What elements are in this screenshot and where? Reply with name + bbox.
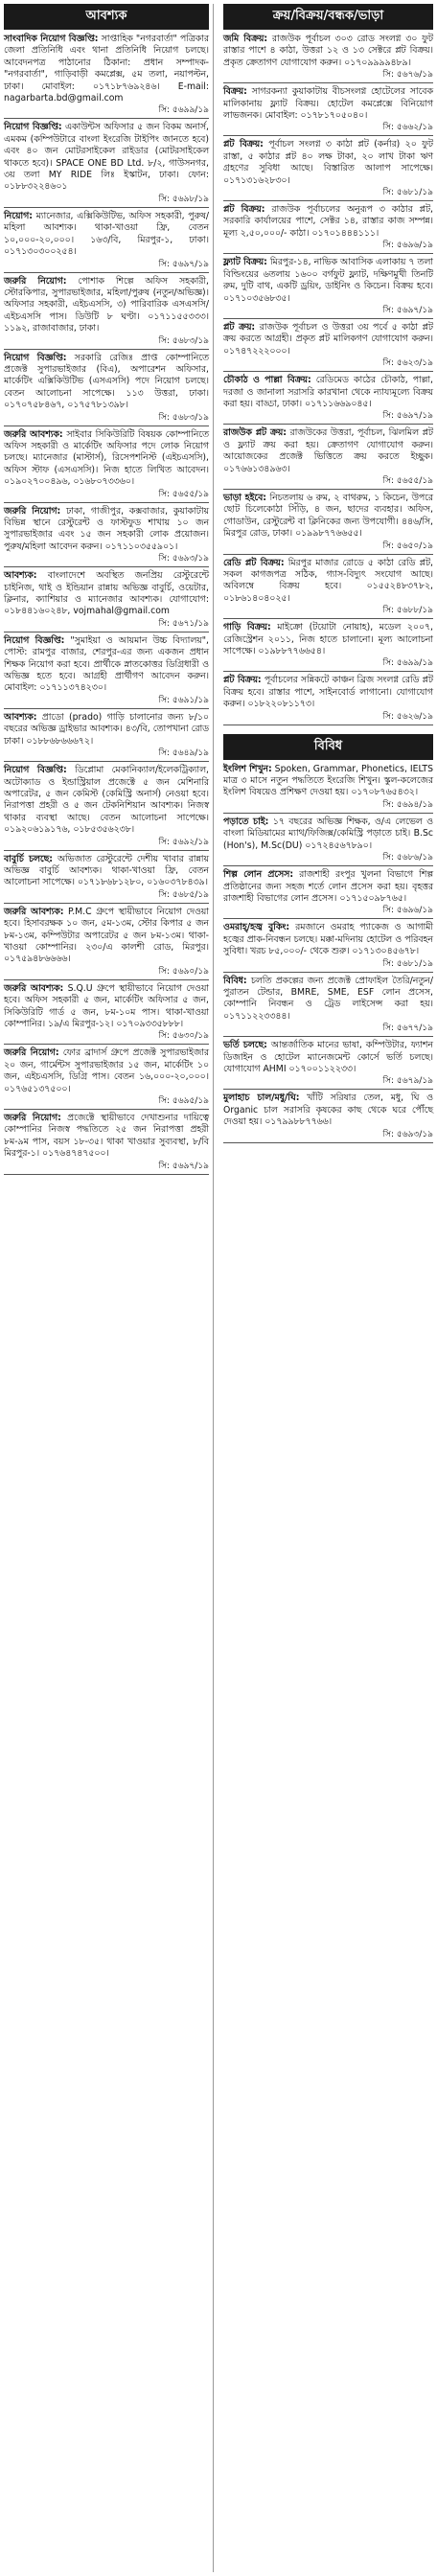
ad-body: রাজউক পূর্বাচল ৩০৩ রোড সংলগ্ন ৩০ ফুট রাস্তার পাশে ৪ কাঠা, উত্তরা ১২ ও ১৩ সেক্টরে প্লট বিক্রয়। প্রকৃত ক্রেতাগণ যোগাযোগ করুন। ০১৭০৯৯৯৯৪৮৯। [223, 34, 433, 68]
ad-lead: রাজউক প্লট ক্রয়: [223, 427, 287, 439]
ad-body: সাগরকন্যা কুয়াকাটায় বীচসংলগ্ন হোটেলের সাবেক মালিকানায় ফ্ল্যাট বিক্রয়। হোটেল কমপ্লেক্সে বিনিয়োগ লাভজনক। মোবাইল: ০১৭৮১৭০৫০৪০। [223, 86, 433, 122]
ad-code: সি: ৫৬৪৯/১৯ [158, 748, 209, 759]
ad-body: Spoken, Grammar, Phonetics, IELTS মাত্র ৩ মাসে নতুন পদ্ধতিতে ইংরেজি শিখুন। স্কুল-কলেজের ইংলিশ বিষয়েও প্রশিক্ষণ দেওয়া হয়। ০১৭০৮৭৬৫৪৩২। [223, 763, 433, 798]
ad-body: ঢাকা, গাজীপুর, কক্সবাজার, কুয়াকাটায় বিভিন্ন স্থানে রেস্টুরেন্ট ও ফাস্টফুড শাখায় ১০ জন সুপারভাইজার এবং ১৫ জন সহকারী লোক প্রয়োজন। পুরুষ/মহিলা আবেদন করুন। ০১৭১১০৩৫৫৯০১। [4, 505, 209, 552]
classified-ad [4, 635, 209, 709]
ad-body: রাজউকের উত্তরা, পূর্বাচল, ঝিলমিল প্লট ও ফ্ল্যাট ক্রয় করা হয়। ক্রেতাগণ যোগাযোগ করুন। আয়োজকের প্রজেক্ট ভিত্তিতে ক্রয় করতে ইচ্ছুক। ০১৭৬৬১৩৪৯৬৩। [223, 427, 433, 474]
ad-lead: নিয়োগ বিজ্ঞপ্তি: [4, 122, 62, 133]
ad-lead: নিয়োগ: [4, 210, 33, 221]
ad-body: ১৭ বছরের অভিজ্ঞ শিক্ষক, ও/এ লেভেল ও বাংলা মিডিয়ামের ম্যাথ/ফিজিক্স/কেমিস্ট্রি পড়াতে চাই। B.Sc (Hon's), M.Sc(DU) ০১৭২৪৫৬৭৮৯০। [223, 816, 433, 851]
ad-lead: জমি বিক্রয়: [223, 34, 268, 44]
ad-lead: ভাড়া হইবে: [223, 492, 267, 503]
ad-lead: জরুরি নিয়োগ: [4, 1113, 61, 1124]
ad-body: ফোর ব্রাদার্স গ্রুপে প্রজেক্ট সুপারভাইজার ২০ জন, গার্মেন্টস সুপারভাইজার ১৫ জন, মার্কেটিং ১০ জন, এইচএসসি, ডিগ্রি পাস। বেতন ১৬,০০০-২০,০০০। ০১৭৬৫১৩৭৫০০। [4, 1047, 209, 1094]
ad-lead: জরুরি নিয়োগ: [4, 505, 61, 517]
classified-ad [4, 907, 209, 980]
ad-code: সি: ৫৬৯৭/১৯ [382, 305, 433, 315]
bibidh-ads-list [223, 764, 433, 1146]
classified-ad [223, 86, 433, 136]
classified-ad [223, 1092, 433, 1142]
ad-lead: বিবিধ: [223, 975, 247, 986]
ad-code: সি: ৫৬৮৬/১৯ [382, 853, 433, 863]
classified-ad [4, 854, 209, 904]
ad-body: চলতি প্রকল্পের জন্য প্রজেক্ট প্রোফাইল তৈরি/নতুন/পুরাতন টেন্ডার, BMRE, SME, ESF লোন প্রসেস, কোম্পানি নিবন্ধন ও ট্রেড লাইসেন্স করা হয়। ০১৭১১২২৩৩৪৪। [223, 975, 433, 1022]
ad-lead: প্লট বিক্রয়: [223, 204, 265, 216]
ad-lead: জরুরি আবশ্যক: [4, 982, 64, 994]
ad-code: সি: ৫৬৫০/১৯ [382, 540, 433, 551]
ad-lead: বিক্রয়: [223, 86, 247, 98]
ad-code: সি: ৫৬৭১/১৯ [158, 618, 209, 629]
classified-ad [223, 1040, 433, 1090]
ad-body: S.Q.U গ্রুপে স্থায়ীভাবে নিয়োগ দেওয়া হবে। অফিস সহকারী ৫ জন, মার্কেটিং অফিসার ৫ জন, সিকিউরিটি গার্ড ৫ জন, ৮ম-১০ম পাস। থাকা-খাওয়া কোম্পানির। ১৯/এ মিরপুর-১২। ০১৭০৯৩৩৫৮৮৮। [4, 982, 209, 1029]
ad-body: পোশাক শিল্পে অফিস সহকারী, স্টোরকিপার, সুপারভাইজার, মহিলা/পুরুষ (নতুন/অভিজ্ঞ)। অফিসার সহকারী, এইচএসসি, ৩) পারিবারিক এসএসসি/এইচএসসি পাস। ডিউটি ৮ ঘণ্টা। ০১৭১১৫৫৩৩৩। ১১৯২, রাজাবাজার, ঢাকা। [4, 275, 209, 334]
classified-ad [223, 34, 433, 83]
right-column [223, 4, 433, 2572]
ad-code: সি: ৫৬৮৮/১৯ [382, 606, 433, 616]
ad-lead: জরুরি আবশ্যক: [4, 906, 64, 917]
ad-body: রাজউক পূর্বাচল ও উত্তরা ৩য় পর্বে ৫ কাঠা প্লট ক্রয় করতে আগ্রহী। প্রকৃত প্লট মালিকগণ যোগাযোগ করুন। ০১৭৪৭২২২০০০। [223, 321, 433, 356]
ad-lead: জরুরি নিয়োগ: [4, 275, 67, 287]
ad-lead: শিল্প লোন প্রসেস: [223, 869, 294, 881]
ad-body: মাইক্রো (টয়োটা নোয়াহ), মডেল ২০০৭, রেজিস্ট্রেশন ২০১১, নিজ হাতে চালানো। মূল্য আলোচনা সাপেক্ষে। ০১৯৮৮৭৭৬৬৫৪। [223, 622, 433, 657]
ad-code: সি: ৫৬৯৪/১৯ [382, 799, 433, 810]
ad-body: সাইবার সিকিউরিটি বিষয়ক কোম্পানিতে অফিস সহকারী ও মার্কেটিং অফিসার পদে লোক নিয়োগ চলছে। ম্যানেজার (মাস্টার্স), রিসেপশনিস্ট (এইচএসসি), অফিস স্টাফ (এসএসসি)। নিজ হাতে লিখিত আবেদন। ০১৯০২৭০০৪৯৬, ০১৬৮০৭৩৩৬০। [4, 428, 209, 488]
ad-body: রমজানে ওমরাহ প্যাকেজ ও আগামী হজ্বের প্রাক-নিবন্ধন চলছে। মক্কা-মদিনায় হোটেল ও পরিবহন সুবিধা। খরচ ৮৫,০০০/- থেকে শুরু। ০১৭১৩০৪৫৬৭৮। [223, 922, 433, 957]
ad-body: P.M.C গ্রুপে স্থায়ীভাবে নিয়োগ দেওয়া হবে। হিসাবরক্ষক ১০ জন, ৫ম-১৩ম, স্টোর কিপার ৫ জন ৮ম-১৩ম, কম্পিউটার অপারেটর ৫ জন ৮ম-১৩ম। থাকা-খাওয়া কোম্পানির। ২৩০/এ কালশী রোড, মিরপুর। ০১৭৫৯৪৮৬৬৬৬। [4, 906, 209, 965]
classified-ad [223, 976, 433, 1038]
classified-ad [223, 139, 433, 201]
ad-code: সি: ৫৬৭৯/১৯ [382, 1076, 433, 1087]
ad-lead: বাবুর্চি চলছে: [4, 853, 53, 864]
ad-body: প্রজেক্টে স্থায়ীভাবে দেখাশুনার দায়িত্বে কোম্পানির নিজস্ব পদ্ধতিতে ২৫ জন নিরাপত্তা প্রহরী ৮ম-৯ম পাস, বয়স ১৮-৩৫। থাকা খাওয়ার সুব্যবস্থা, ৮/বি মিরপুর-১। ০১৭৬৪৭৪৭৫০০। [4, 1113, 209, 1160]
ad-code: সি: ৫৬৭৬/১৯ [382, 70, 433, 80]
classified-ad [4, 353, 209, 426]
ad-code: সি: ৫৬৯৭/১৯ [158, 259, 209, 269]
classified-ad [4, 506, 209, 568]
ad-body: বাংলাদেশে অবস্থিত জনপ্রিয় রেস্টুরেন্টে চাইনিজ, থাই ও ইন্ডিয়ান রান্নায় অভিজ্ঞ বাবুর্চি, ওয়েটার, ক্লিনার, ক্যাশিয়ার ও ম্যানেজার আবশ্যক। যোগাযোগ: ০১৮৪৪১৬০২৪৮, vojmahal@gmail.com [4, 570, 209, 617]
ad-lead: নিয়োগ বিজ্ঞপ্তি: [4, 765, 67, 776]
ad-code: সি: ৫৬৯৫/১৯ [158, 1096, 209, 1107]
ad-code: সি: ৫৬৯২/১৯ [158, 837, 209, 847]
ad-code: সি: ৫৬৫৫/১৯ [158, 489, 209, 499]
classified-ad [4, 1113, 209, 1175]
ad-body: রাজউক পূর্বাচলের অনুরূপ ৩ কাঠার প্লট, সরকারি কার্যালয়ের পাশে, সেক্টর ১৪, রাস্তার কাজ সম্পন্ন। মূল্য ২,৫০,০০০/- কাঠা। ০১৭০১৪৪৪১১১। [223, 204, 433, 239]
classified-ad [4, 983, 209, 1046]
ad-code: সি: ৫৬৯৩/১৯ [158, 554, 209, 564]
ad-lead: ইংলিশ শিখুন: [223, 763, 272, 774]
classified-ad [223, 675, 433, 724]
ad-code: সি: ৫৬৯৮/১৯ [158, 194, 209, 204]
ad-lead: প্লট বিক্রয়: [223, 139, 264, 150]
ad-code: সি: ৫৬২৩/১৯ [382, 358, 433, 369]
ad-lead: পড়াতে চাই: [223, 816, 269, 827]
ad-body: আন্তর্জাতিক মানের ভাষা, কম্পিউটার, ফ্যাশন ডিজাইন ও হোটেল ম্যানেজমেন্ট কোর্সে ভর্তি চলছে। যোগাযোগ AHMI ০১৭০০১১২২৩৩। [223, 1040, 433, 1074]
ad-lead: নিয়োগ বিজ্ঞপ্তি: [4, 352, 67, 363]
ad-lead: চৌকাঠ ও পাল্লা বিক্রয়: [223, 375, 311, 386]
classified-ad [4, 122, 209, 207]
classified-ad [223, 869, 433, 919]
ad-body: সাপ্তাহিক "নগরবার্তা" পত্রিকার জেলা প্রতিনিধি এবং থানা প্রতিনিধি নিয়োগ চলছে। আবেদনপত্র পাঠানোর ঠিকানা: প্রধান সম্পাদক-"নগরবার্তা", গাড়িবাড়ী কমপ্লেক্স, ৫ম তলা, নয়াপল্টন, ঢাকা। মোবাইল: ০১৭১৮৭৬৯২৪৬। E-mail: nagarbarta.bd@gmail.com [4, 34, 209, 104]
ad-code: সি: ৫৬৬২/১৯ [382, 123, 433, 133]
classified-ad [4, 276, 209, 350]
ad-body: রাজশাহী রংপুর খুলনা বিভাগে শিল্প প্রতিষ্ঠানের জন্য সহজ শর্তে লোন প্রসেস করা হয়। বৃহত্তর রাজশাহী বিভাগের লোন প্রসেস। ০১৭১৫০৯৮৭৬৫। [223, 869, 433, 904]
classified-ad [223, 816, 433, 866]
classified-ad [223, 558, 433, 620]
ad-code: সি: ৫৬৮১/১৯ [382, 188, 433, 198]
classified-ad [4, 429, 209, 503]
classified-ad [4, 34, 209, 119]
classified-ad [223, 922, 433, 972]
ad-code: সি: ৫৬২৬/১৯ [382, 711, 433, 722]
ad-lead: প্লট বিক্রয়: [223, 675, 262, 686]
ad-code: সি: ৫৬৮১/১৯ [382, 958, 433, 969]
ad-body: পূর্বাচল সংলগ্ন ৩ কাঠা প্লট (কর্নার) ২০ ফুট রাস্তা, ৫ কাঠার প্লট ৪০ লক্ষ টাকা, ২০ লাখ টাকা ঋণ গ্রহণের সুবিধা আছে। বিস্তারিত আলাপ সাপেক্ষে। ০১৭১৩১৬২৮৩০। [223, 139, 433, 186]
ad-code: সি: ৫৬৯৭/১৯ [158, 1161, 209, 1171]
left-column [4, 4, 214, 2572]
section-heading-bibidh: বিবিধ [223, 734, 433, 760]
right-ads-list [223, 34, 433, 728]
ad-lead: গাড়ি বিক্রয়: [223, 622, 271, 633]
ad-lead: রেডি প্লট বিক্রয়: [223, 557, 285, 568]
ad-body: "সুমাইয়া ও আয়মান উচ্চ বিদ্যালয়", পোস্ট: রামপুর বাজার, শেরপুর-এর জন্য একজন প্রধান শিক্ষক নিয়োগ করা হবে। প্রার্থীকে স্নাতকোত্তর ডিগ্রিধারী ও অভিজ্ঞ হতে হবে। আগ্রহী প্রার্থীগণ আবেদন করুন। মোবাইল: ০১৭১১৩৭৪২৩০। [4, 634, 209, 694]
ad-lead: প্লট ক্রয়: [223, 321, 256, 333]
classified-ad [223, 375, 433, 425]
classified-ad [223, 322, 433, 372]
ad-lead: নিয়োগ বিজ্ঞপ্তি: [4, 634, 65, 646]
ad-code: সি: ৫৬৮৫/১৯ [158, 889, 209, 900]
classified-ad [4, 1047, 209, 1110]
classified-ad [223, 257, 433, 319]
ad-code: সি: ৫৬৯৯/১৯ [158, 105, 209, 116]
ad-body: একাউন্টস অফিসার ৫ জন বিকম অনার্স, এমকম (কম্পিউটারে বাংলা ইংরেজি টাইপিং জানতে হবে) এবং ৪০ জন মোটরসাইকেল রাইডার (মোটরসাইকেল থাকতে হবে)। SPACE ONE BD Ltd. ৮/২, গাউসনগর, ৩য় তলা MY RIDE লিঃ ইস্কাটন, ঢাকা। ফোন: ০১৮৮৩২২৪৬০১ [4, 122, 209, 193]
ad-lead: সাংবাদিক নিয়োগ বিজ্ঞপ্তি: [4, 34, 99, 44]
ad-body: প্রাডো (prado) গাড়ি চালানোর জন্য ৮/১০ বছরের অভিজ্ঞ ড্রাইভার আবশ্যক। ৪৩/বি, তোপখানা রোড ঢাকা। ০১৮৮৬৮৬৬৬৭২। [4, 711, 209, 747]
classified-ad [4, 712, 209, 762]
left-ads-list [4, 34, 209, 1178]
ad-body: রেডিমেড কাঠের চৌকাঠ, পাল্লা, দরজা ও জানালা সরাসরি কারখানা থেকে ন্যায্যমূল্যে বিক্রয় করা হয়। বাড্ডা, ঢাকা। ০১৭১১৬৬৯০৪৫। [223, 375, 433, 409]
ad-code: সি: ৫৬৯০/১৯ [158, 966, 209, 977]
classified-ad [223, 427, 433, 490]
ad-lead: মুলাহাচ চাল/মধু/ঘি: [223, 1092, 300, 1104]
ad-body: ম্যানেজার, এক্সিকিউটিভ, অফিস সহকারী, পুরুষ/মহিলা আবশ্যক। থাকা-খাওয়া ফ্রি, বেতন ১০,০০০-২০,০০০। ১৬৩/বি, মিরপুর-১, ঢাকা। ০১৭১৩০৩০০২৫৪। [4, 210, 209, 258]
classified-ad [4, 570, 209, 632]
ad-code: সি: ৫৬৮৩/১৯ [158, 335, 209, 346]
ad-code: সি: ৫৬৯১/১৯ [158, 695, 209, 705]
classified-ad [4, 211, 209, 273]
classified-ad [4, 765, 209, 850]
classified-ad [223, 764, 433, 814]
section-heading-kroy-bikroy: ক্রয়/বিক্রয়/বন্ধক/ভাড়া [223, 4, 433, 30]
ad-lead: আবশ্যক: [4, 570, 37, 582]
ad-body: খাঁটি সরিষার তেল, মধু, ঘি ও Organic চাল সরাসরি কৃষকের কাছ থেকে ঘরে পৌঁছে দেওয়া হয়। ০১৭৯৯৮৮৭৭৬৬। [223, 1092, 433, 1128]
ad-body: পূর্বাচলের সন্নিকটে কাঞ্চন ব্রিজ সংলগ্ন রেডি প্লট বিক্রয় হবে। রাস্তার পাশে, সাইনবোর্ড লাগানো। যোগাযোগ করুন। ০১৮২২০৮১১৭৩। [223, 675, 434, 710]
ad-body: ডিপ্লোমা মেকানিক্যাল/ইলেকট্রিক্যাল, অটোক্যাড ও ইন্ডাস্ট্রিয়াল প্রজেক্টে ৫ জন মেশিনারি অপারেটর, ৫ জন কেমিস্ট (কেমিস্ট্রি অনার্স) নেওয়া হবে। নিরাপত্তা প্রহরী ও ৫ জন টেকনিশিয়ান আবশ্যক। নিজস্ব থাকার ব্যবস্থা আছে। বেতন আলোচনা সাপেক্ষে। ০১৯২০৬১৯১৭৬, ০১৮৫৩৫৬২৩৮। [4, 765, 209, 836]
ad-lead: আবশ্যক: [4, 711, 37, 723]
ad-code: সি: ৫৬৯৩/১৯ [382, 1129, 433, 1139]
classified-ad [223, 204, 433, 254]
ad-code: সি: ৫৬৯৬/১৯ [382, 241, 433, 251]
ad-body: সরকারি রেজিঃ প্রাপ্ত কোম্পানিতে প্রজেক্ট সুপারভাইজার (বিএ), অপারেশন অফিসার, মার্কেটিং এক্সিকিউটিভ (এসএসসি) পদে নিয়োগ চলছে। বেতন আলোচনা সাপেক্ষে। ১১৩ উত্তরা, ঢাকা। ০১৭০৭৫৮৪৬৭, ০১৭৫৭৮১৩৯৮। [4, 352, 209, 411]
ad-code: সি: ৫৬৯৭/১৯ [382, 411, 433, 422]
section-heading-abosshok: আবশ্যক [4, 4, 209, 30]
ad-body: মিরপুর মাজার রোডে ৫ কাঠা রেডি প্লট, সকল কাগজপত্র সঠিক, গ্যাস-বিদ্যুৎ সংযোগ আছে। অবিলম্বে বিক্রয় হবে। ০১৫৫২৪৮৩৭৮২, ০১৮৬১৪০৪০২৫। [223, 557, 433, 604]
ad-code: সি: ৫৬৭৭/১৯ [382, 1024, 433, 1034]
ad-code: সি: ৫৬৯৯/১৯ [382, 658, 433, 669]
ad-lead: ফ্ল্যাট বিক্রয়: [223, 257, 267, 268]
classified-ad [223, 493, 433, 555]
ad-body: অভিজাত রেস্টুরেন্টে দেশীয় খাবার রান্নায় অভিজ্ঞ বাবুর্চি আবশ্যক। থাকা-খাওয়া ফ্রি, বেতন আলোচনা সাপেক্ষে। ০১৭১৮৬৮১২৮০, ০১৬০৩৭৮৪৩৯। [4, 853, 209, 888]
ad-code: সি: ৫৬৮৩/১৯ [158, 412, 209, 423]
ad-code: সি: ৫৬৩০/১৯ [158, 1031, 209, 1042]
ad-code: সি: ৫৬৫৫/১৯ [382, 475, 433, 486]
ad-lead: জরুরি আবশ্যক: [4, 428, 63, 440]
ad-lead: জরুরি নিয়োগ: [4, 1047, 59, 1059]
ad-body: মিরপুর-১৪, নাভিক আবাসিক এলাকায় ৭ তলা বিল্ডিংয়ের ৬তলায় ১৬০০ বর্গফুট ফ্ল্যাট, দক্ষিণমুখী তিনটি রুম, দুটি বাথ, একটি ড্রয়িং, ডাইনিং ও কিচেন। বিক্রয় হবে। ০১৭১০৩৫৬৮৩৫। [223, 257, 433, 304]
ad-body: নিচতলায় ৬ রুম, ২ বাথরুম, ১ কিচেন, উপরে ছোট চিলেকোঠা সিঁড়ি, ৪ জন, ছাদের ব্যবহার। অফিস, গোডাউন, রেস্টুরেন্ট বা ক্লিনিকের জন্য উপযোগী। ৪৪৬/সি, মিরপুর রোড, ঢাকা। ০১৯৯৮৭৭৬৬৫৫। [223, 492, 433, 540]
ad-lead: ওমরাহ্/হজ্ব বুকিং: [223, 922, 290, 933]
ad-lead: ভর্তি চলছে: [223, 1040, 267, 1051]
ad-code: সি: ৫৬৯৬/১৯ [382, 906, 433, 916]
classified-ad [223, 622, 433, 672]
